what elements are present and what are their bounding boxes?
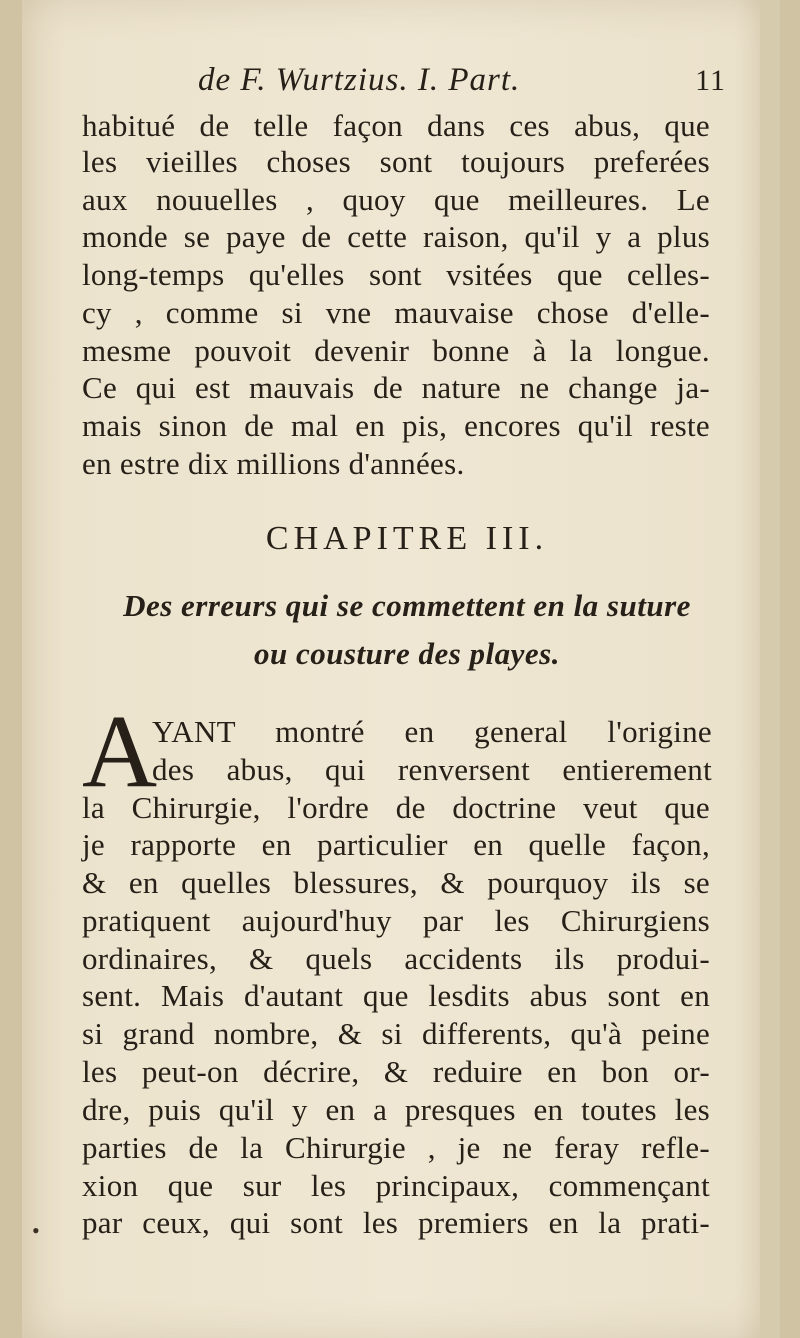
text-line: & en quelles blessures, & pourquoy ils se: [82, 865, 710, 900]
text-line: les vieilles choses sont toujours preferées: [82, 144, 710, 179]
text-line: parties de la Chirurgie , je ne feray refle-: [82, 1130, 710, 1165]
text-line: pratiquent aujourd'huy par les Chirurgiens: [82, 903, 710, 938]
chapter-subtitle-line: ou cousture des playes.: [254, 636, 560, 671]
text-line: mais sinon de mal en pis, encores qu'il reste: [82, 408, 710, 443]
text-line: Ce qui est mauvais de nature ne change ja-: [82, 370, 710, 405]
text-line: cy , comme si vne mauvaise chose d'elle-: [82, 295, 710, 330]
running-head: [198, 62, 726, 102]
text-line: aux nouuelles , quoy que meilleures. Le: [82, 182, 710, 217]
margin-mark: •: [32, 1218, 40, 1243]
book-page: [22, 0, 780, 1338]
chapter-heading: CHAPITRE III.: [265, 520, 549, 557]
text-line: si grand nombre, & si differents, qu'à peine: [82, 1016, 710, 1051]
text-line: en estre dix millions d'années.: [82, 446, 465, 481]
text-line: YANT montré en general l'origine: [152, 714, 712, 749]
drop-capital: A: [82, 694, 158, 809]
text-line: monde se paye de cette raison, qu'il y a plus: [82, 219, 710, 254]
text-line: les peut-on décrire, & reduire en bon or-: [82, 1054, 710, 1089]
page-edge: [760, 0, 780, 1338]
running-head-title: de F. Wurtzius. I. Part.: [198, 62, 521, 98]
text-line: par ceux, qui sont les premiers en la prati-: [82, 1205, 710, 1240]
text-line: habitué de telle façon dans ces abus, que: [82, 108, 710, 143]
text-line: des abus, qui renversent entierement: [152, 752, 712, 787]
text-line: ordinaires, & quels accidents ils produi-: [82, 941, 710, 976]
page-number: 11: [695, 64, 726, 97]
text-line: je rapporte en particulier en quelle façon,: [82, 827, 710, 862]
chapter-subtitle-line: Des erreurs qui se commettent en la suture: [123, 588, 691, 623]
text-line: sent. Mais d'autant que lesdits abus sont en: [82, 978, 710, 1013]
text-line: xion que sur les principaux, commençant: [82, 1168, 710, 1203]
text-line: mesme pouvoit devenir bonne à la longue.: [82, 333, 710, 368]
text-line: la Chirurgie, l'ordre de doctrine veut que: [82, 790, 710, 825]
text-line: long-temps qu'elles sont vsitées que celles-: [82, 257, 710, 292]
text-line: dre, puis qu'il y en a presques en toutes les: [82, 1092, 710, 1127]
